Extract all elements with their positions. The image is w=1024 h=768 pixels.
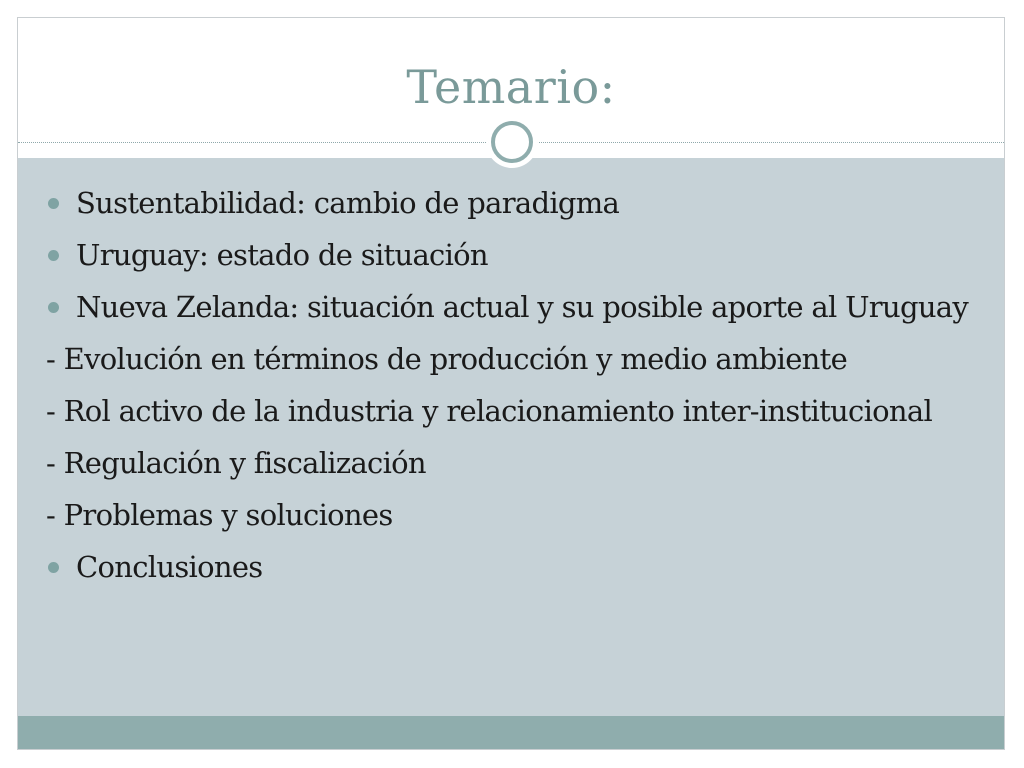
list-item-text: Uruguay: estado de situación bbox=[76, 238, 488, 272]
slide bbox=[17, 17, 1005, 750]
bottom-band bbox=[18, 716, 1004, 750]
list-item-text: - Evolución en términos de producción y medio ambiente bbox=[46, 342, 848, 376]
list-item bbox=[46, 339, 986, 379]
list-item bbox=[44, 287, 984, 327]
ring-icon bbox=[486, 116, 538, 168]
list-item bbox=[46, 443, 986, 483]
list-item-text: - Problemas y soluciones bbox=[46, 498, 393, 532]
list-item bbox=[44, 547, 984, 587]
slide-title: Temario: bbox=[406, 60, 616, 114]
list-item-text: Nueva Zelanda: situación actual y su posible aporte al Uruguay bbox=[76, 290, 969, 324]
topic-list bbox=[44, 183, 984, 599]
list-item bbox=[46, 495, 986, 535]
list-item bbox=[44, 183, 984, 223]
list-item-text: Conclusiones bbox=[76, 550, 263, 584]
list-item-text: - Rol activo de la industria y relacionamiento inter-institucional bbox=[46, 394, 933, 428]
list-item-text: Sustentabilidad: cambio de paradigma bbox=[76, 186, 620, 220]
list-item bbox=[44, 235, 984, 275]
list-item-text: - Regulación y fiscalización bbox=[46, 446, 426, 480]
list-item bbox=[46, 391, 986, 431]
